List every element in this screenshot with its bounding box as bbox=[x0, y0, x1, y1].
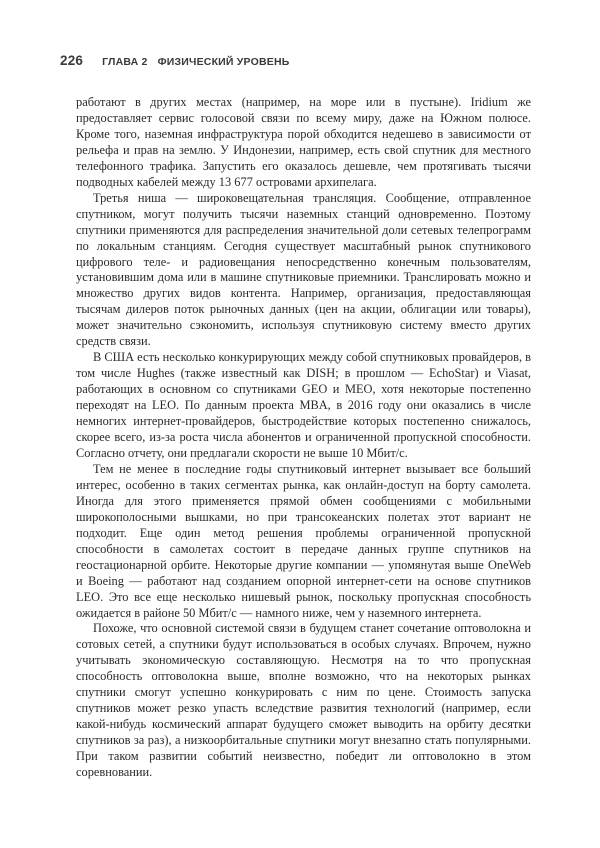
paragraph: В США есть несколько конкурирующих между собой спутниковых провайдеров, в том числе Hughes (также известный как DISH; в прошлом — EchoStar) и Viasat, работающих в основном со спутниками GEO и MEO, хотя некоторые постепенно переходят на LEO. По данным проекта MBA, в 2016 году они оказались в числе немногих интернет-провайдеров, быстродействие которых постепенно снижалось, скорее всего, из-за роста числа абонентов и ограниченной пропускной способности. Согласно отчету, они предлагали скорости не выше 10 Мбит/с. bbox=[76, 350, 531, 460]
running-header bbox=[60, 53, 289, 68]
paragraph-continued: работают в других местах (например, на море или в пустыне). Iridium же предоставляет сервис голосовой связи по всему миру, даже на Южном полюсе. Кроме того, наземная инфраструктура порой обходится недешево в зависимости от рельефа и прав на землю. У Индонезии, например, есть свой спутник для местного телефонного трафика. Запустить его оказалось дешевле, чем протягивать тысячи подводных кабелей между 13 677 островами архипелага. bbox=[76, 95, 531, 189]
page-number: 226 bbox=[60, 53, 84, 68]
paragraph: Третья ниша — широковещательная трансляция. Сообщение, отправленное спутником, могут получить тысячи наземных станций одновременно. Поэтому спутники применяются для распределения значительной доли сетевых телепрограмм по локальным станциям. Сегодня существует масштабный рынок спутникового цифрового теле- и радиовещания непосредственно конечным пользователям, установившим дома или в машине спутниковые приемники. Транслировать можно и множество других видов контента. Например, организация, предоставляющая тысячам дилеров поток рыночных данных (цен на акции, облигации или товары), может значительно сэкономить, используя спутниковую систему вместо других средств связи. bbox=[76, 190, 531, 349]
body-text bbox=[76, 95, 531, 781]
paragraph: Похоже, что основной системой связи в будущем станет сочетание оптоволокна и сотовых сетей, а спутники будут использоваться в особых случаях. Впрочем, нужно учитывать экономическую составляющую. Несмотря на то что пропускная способность оптоволокна выше, вполне возможно, что на некоторых рынках спутники смогут успешно конкурировать с ним по цене. Стоимость запуска спутников может резко упасть вследствие развития технологий (например, если какой-нибудь космический аппарат будущего сможет выводить на орбиту десятки спутников за раз), а низкоорбитальные спутники могут внезапно стать популярными. При таком развитии событий неизвестно, победит ли оптоволокно в этом соревновании. bbox=[76, 621, 531, 780]
chapter-label: ГЛАВА 2 bbox=[102, 56, 148, 68]
paragraph: Тем не менее в последние годы спутниковый интернет вызывает все больший интерес, особенно в таких сегментах рынка, как онлайн-доступ на борту самолета. Иногда для этого применяется прямой обмен сообщениями с мобильными широкополосными вышками, но при трансокеанских полетах этот вариант не подходит. Еще один метод решения проблемы ограниченной пропускной способности в самолетах состоит в передаче данных группе спутников на геостационарной орбите. Некоторые другие компании — упомянутая выше OneWeb и Boeing — работают над созданием опорной интернет-сети на основе спутников LEO. Это все еще несколько нишевый рынок, поскольку пропускная способность ожидается в районе 50 Мбит/с — намного ниже, чем у наземного интернета. bbox=[76, 461, 531, 620]
section-title: ФИЗИЧЕСКИЙ УРОВЕНЬ bbox=[157, 56, 290, 68]
